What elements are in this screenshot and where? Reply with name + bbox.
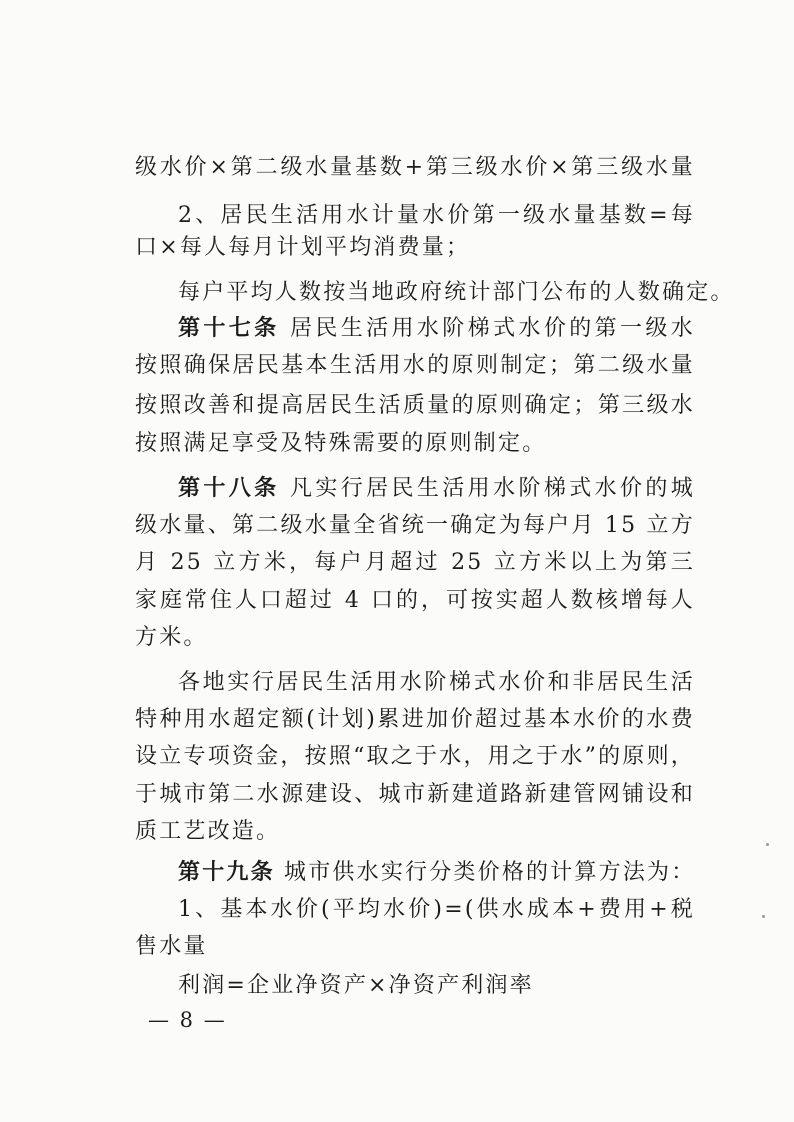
article-18-heading: 第十八条 — [178, 475, 280, 501]
text-line: 于城市第二水源建设、城市新建道路新建管网铺设和 — [135, 782, 695, 807]
text-line: 设立专项资金，按照“取之于水，用之于水”的原则， — [135, 744, 695, 769]
text-line: 按照改善和提高居民生活质量的原则确定；第三级水 — [135, 393, 695, 418]
text-line: 利润=企业净资产×净资产利润率 — [178, 973, 534, 998]
text-line: 按照满足享受及特殊需要的原则制定。 — [135, 431, 547, 456]
text-line: 各地实行居民生活用水阶梯式水价和非居民生活 — [178, 670, 695, 695]
text-line: 特种用水超定额(计划)累进加价超过基本水价的水费 — [135, 707, 695, 732]
article-17-first-line — [178, 312, 695, 344]
text-line: 城市供水实行分类价格的计算方法为： — [284, 860, 696, 885]
text-line: 级水量、第二级水量全省统一确定为每户月 15 立方 — [135, 513, 695, 538]
page-number: — 8 — — [148, 1008, 227, 1032]
text-line: 家庭常住人口超过 4 口的，可按实超人数核增每人 — [135, 588, 695, 613]
scan-speck — [766, 843, 769, 846]
text-line: 月 25 立方米，每户月超过 25 立方米以上为第三 — [135, 550, 695, 575]
article-17-heading: 第十七条 — [178, 315, 280, 341]
text-line: 居民生活用水阶梯式水价的第一级水 — [289, 316, 695, 341]
text-line: 售水量 — [135, 934, 208, 959]
text-line: 凡实行居民生活用水阶梯式水价的城 — [289, 476, 695, 501]
scan-speck — [762, 915, 765, 918]
text-line: 每户平均人数按当地政府统计部门公布的人数确定。 — [178, 280, 735, 305]
text-line: 1、基本水价(平均水价)=(供水成本+费用+税 — [178, 897, 695, 922]
article-19-heading: 第十九条 — [178, 859, 275, 885]
text-line: 按照确保居民基本生活用水的原则制定；第二级水量 — [135, 353, 695, 378]
article-19-first-line — [178, 856, 695, 889]
text-line: 口×每人每月计划平均消费量； — [135, 235, 471, 260]
text-line: 质工艺改造。 — [135, 819, 281, 844]
text-line: 级水价×第二级水量基数+第三级水价×第三级水量 — [135, 155, 695, 180]
text-line: 2、居民生活用水计量水价第一级水量基数=每 — [178, 203, 695, 228]
article-18-first-line — [178, 472, 695, 504]
text-line: 方米。 — [135, 625, 208, 650]
